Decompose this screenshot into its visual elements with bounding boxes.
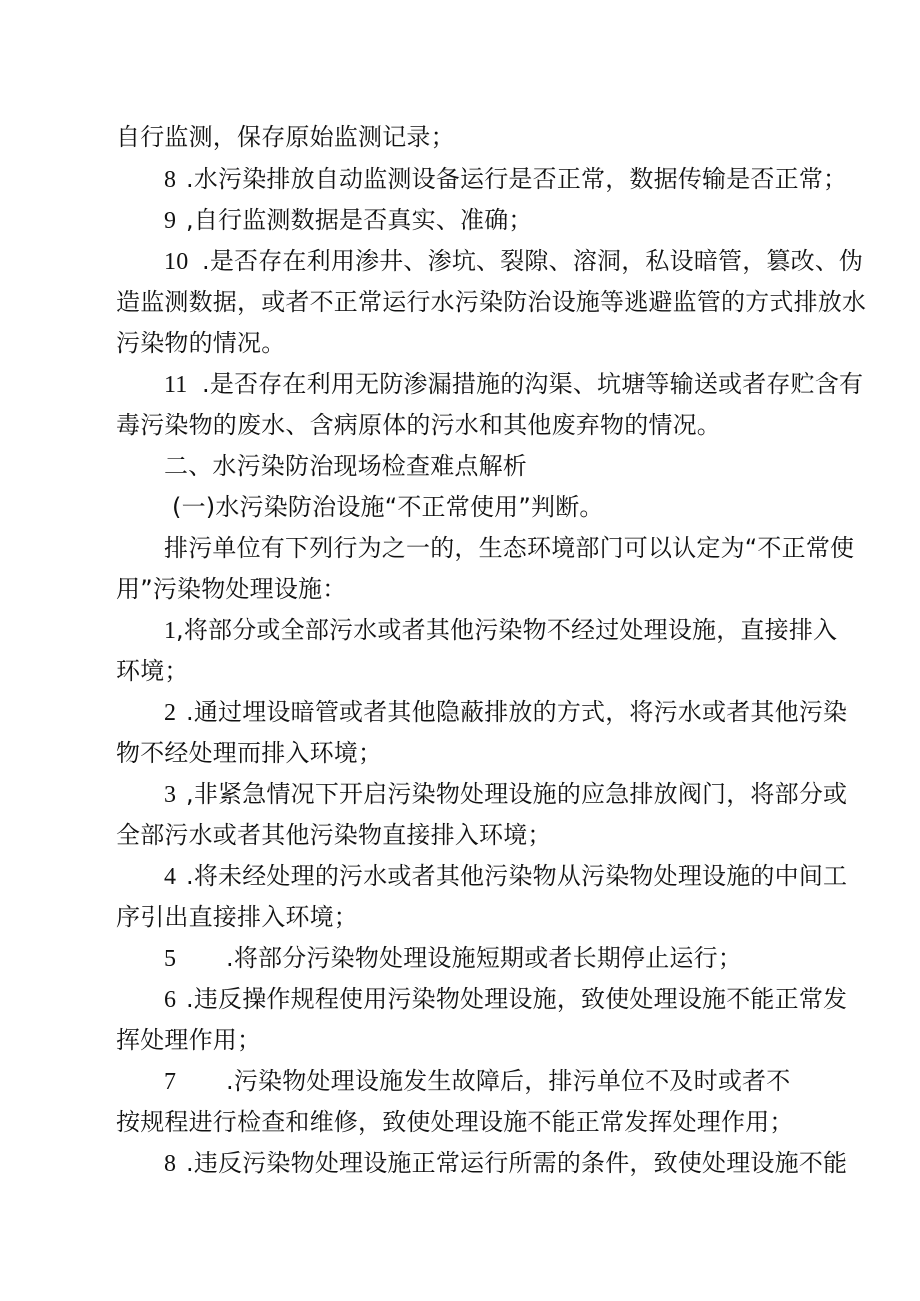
item-number: 5	[164, 946, 177, 972]
text-segment: .水污染排放自动监测设备运行是否正常，数据传输是否正常；	[186, 165, 848, 193]
paragraph-line	[116, 122, 455, 152]
paragraph-line	[116, 820, 552, 850]
list-item-line	[164, 205, 533, 235]
text-segment: .将部分污染物处理设施短期或者长期停止运行；	[226, 944, 743, 972]
text-segment: 物不经处理而排入环境；	[116, 739, 383, 767]
item-number: 9	[164, 208, 177, 234]
text-segment: 自行监测，保存原始监测记录；	[116, 123, 455, 151]
item-number: 3	[164, 782, 177, 808]
text-segment: (一)水污染防治设施“不正常使用”判断。	[172, 493, 604, 521]
text-segment: .违反污染物处理设施正常运行所需的条件，致使处理设施不能	[186, 1149, 848, 1177]
text-segment: 二、水污染防治现场检查难点解析	[164, 452, 527, 480]
list-item-line	[164, 615, 837, 645]
text-segment: ,自行监测数据是否真实、准确；	[186, 206, 533, 234]
text-segment: 按规程进行检查和维修，致使处理设施不能正常发挥处理作用；	[116, 1108, 794, 1136]
text-segment: 造监测数据，或者不正常运行水污染防治设施等逃避监管的方式排放水	[116, 288, 867, 316]
paragraph-line	[116, 902, 358, 932]
paragraph-line	[116, 574, 346, 604]
text-segment: .违反操作规程使用污染物处理设施，致使处理设施不能正常发	[186, 985, 848, 1013]
paragraph-line	[116, 328, 285, 358]
paragraph-line	[116, 287, 866, 317]
text-segment: 用”污染物处理设施：	[116, 575, 347, 603]
text-segment: 序引出直接排入环境；	[116, 903, 358, 931]
text-segment: .将未经处理的污水或者其他污染物从污染物处理设施的中间工	[186, 862, 848, 890]
subsection-heading	[172, 492, 604, 522]
item-number: 7	[164, 1069, 177, 1095]
item-number: 1	[164, 618, 177, 644]
item-number: 11	[164, 372, 188, 398]
list-item-line	[164, 779, 847, 809]
paragraph-line	[164, 533, 854, 563]
list-item-line	[164, 984, 847, 1014]
list-item-line	[164, 369, 863, 399]
item-number: 8	[164, 167, 177, 193]
text-segment: ,非紧急情况下开启污染物处理设施的应急排放阀门，将部分或	[186, 780, 848, 808]
list-item-line	[164, 164, 847, 194]
paragraph-line	[116, 656, 189, 686]
text-segment: 全部污水或者其他污染物直接排入环境；	[116, 821, 552, 849]
text-segment: 排污单位有下列行为之一的，生态环境部门可以认定为“不正常使	[164, 534, 855, 562]
item-number: 10	[164, 249, 189, 275]
text-segment: .通过埋设暗管或者其他隐蔽排放的方式，将污水或者其他污染	[186, 698, 848, 726]
item-number: 2	[164, 700, 177, 726]
text-segment: 环境；	[116, 657, 189, 685]
list-item-line	[164, 861, 847, 891]
text-segment: ,将部分或全部污水或者其他污染物不经过处理设施，直接排入	[176, 616, 838, 644]
text-segment: 污染物的情况。	[116, 329, 286, 357]
paragraph-line	[116, 738, 382, 768]
item-number: 6	[164, 987, 177, 1013]
paragraph-line	[116, 410, 721, 440]
text-segment: 毒污染物的废水、含病原体的污水和其他废弃物的情况。	[116, 411, 721, 439]
paragraph-line	[116, 1025, 261, 1055]
section-heading	[164, 451, 527, 481]
text-segment: 挥处理作用；	[116, 1026, 262, 1054]
item-number: 4	[164, 864, 177, 890]
list-item-line	[164, 1066, 790, 1096]
item-number: 8	[164, 1151, 177, 1177]
paragraph-line	[116, 1107, 794, 1137]
text-segment: .是否存在利用无防渗漏措施的沟渠、坑塘等输送或者存贮含有	[202, 370, 864, 398]
text-segment: .污染物处理设施发生故障后，排污单位不及时或者不	[226, 1067, 791, 1095]
list-item-line	[164, 1148, 847, 1178]
list-item-line	[164, 697, 847, 727]
text-segment: .是否存在利用渗井、渗坑、裂隙、溶洞，私设暗管，篡改、伪	[202, 247, 864, 275]
list-item-line	[164, 943, 742, 973]
list-item-line	[164, 246, 863, 276]
